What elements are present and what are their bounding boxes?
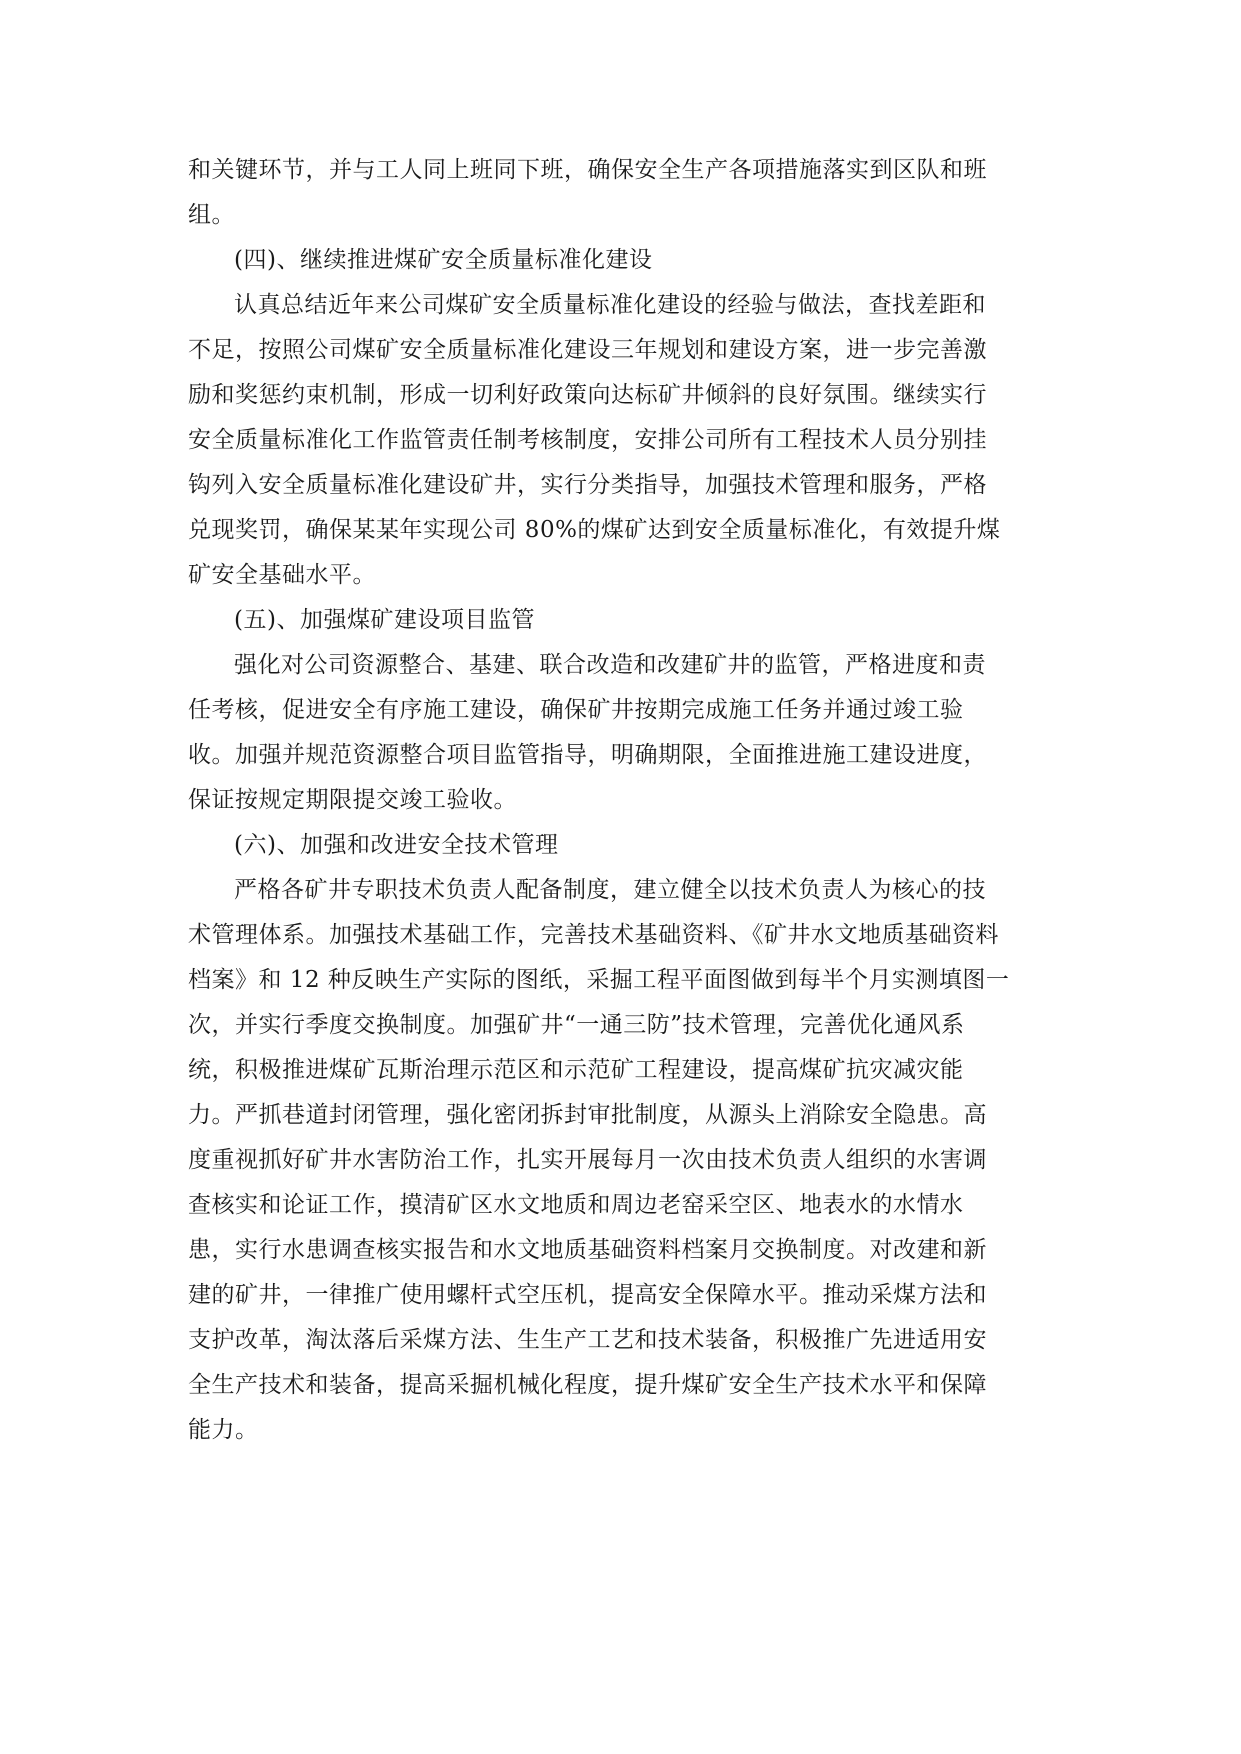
paragraph-line: 患，实行水患调查核实报告和水文地质基础资料档案月交换制度。对改建和新 bbox=[188, 1237, 987, 1263]
paragraph-line: 任考核，促进安全有序施工建设，确保矿井按期完成施工任务并通过竣工验 bbox=[188, 697, 964, 723]
paragraph-line: 档案》和 12 种反映生产实际的图纸，采掘工程平面图做到每半个月实测填图一 bbox=[188, 967, 1010, 993]
paragraph-line: 支护改革，淘汰落后采煤方法、生生产工艺和技术装备，积极推广先进适用安 bbox=[188, 1327, 987, 1353]
paragraph-line: 能力。 bbox=[188, 1417, 259, 1443]
paragraph-line: 度重视抓好矿井水害防治工作，扎实开展每月一次由技术负责人组织的水害调 bbox=[188, 1147, 987, 1173]
paragraph-line: 力。严抓巷道封闭管理，强化密闭拆封审批制度，从源头上消除安全隐患。高 bbox=[188, 1102, 987, 1128]
paragraph-line: 组。 bbox=[188, 202, 235, 228]
paragraph-first-line: 强化对公司资源整合、基建、联合改造和改建矿井的监管，严格进度和责 bbox=[234, 652, 986, 678]
paragraph-line: 安全质量标准化工作监管责任制考核制度，安排公司所有工程技术人员分别挂 bbox=[188, 427, 987, 453]
paragraph-line: 收。加强并规范资源整合项目监管指导，明确期限，全面推进施工建设进度， bbox=[188, 742, 987, 768]
paragraph-first-line: 严格各矿井专职技术负责人配备制度，建立健全以技术负责人为核心的技 bbox=[234, 877, 986, 903]
paragraph-line: 矿安全基础水平。 bbox=[188, 562, 376, 588]
paragraph-line: 统，积极推进煤矿瓦斯治理示范区和示范矿工程建设，提高煤矿抗灾减灾能 bbox=[188, 1057, 964, 1083]
paragraph-line: 建的矿井，一律推广使用螺杆式空压机，提高安全保障水平。推动采煤方法和 bbox=[188, 1282, 987, 1308]
document-body bbox=[188, 148, 1058, 1453]
paragraph-line: 兑现奖罚，确保某某年实现公司 80%的煤矿达到安全质量标准化，有效提升煤 bbox=[188, 517, 1001, 543]
paragraph-line: 和关键环节，并与工人同上班同下班，确保安全生产各项措施落实到区队和班 bbox=[188, 157, 987, 183]
paragraph-first-line: 认真总结近年来公司煤矿安全质量标准化建设的经验与做法，查找差距和 bbox=[234, 292, 986, 318]
paragraph-first-line: (六)、加强和改进安全技术管理 bbox=[234, 832, 559, 858]
paragraph-line: 不足，按照公司煤矿安全质量标准化建设三年规划和建设方案，进一步完善激 bbox=[188, 337, 987, 363]
paragraph-line: 术管理体系。加强技术基础工作，完善技术基础资料、《矿井水文地质基础资料 bbox=[188, 922, 999, 948]
paragraph-line: 保证按规定期限提交竣工验收。 bbox=[188, 787, 517, 813]
paragraph-line: 次，并实行季度交换制度。加强矿井“一通三防”技术管理，完善优化通风系 bbox=[188, 1012, 965, 1038]
paragraph-line: 查核实和论证工作，摸清矿区水文地质和周边老窑采空区、地表水的水情水 bbox=[188, 1192, 964, 1218]
paragraph-first-line: (四)、继续推进煤矿安全质量标准化建设 bbox=[234, 247, 653, 273]
paragraph-line: 全生产技术和装备，提高采掘机械化程度，提升煤矿安全生产技术水平和保障 bbox=[188, 1372, 987, 1398]
paragraph-line: 钩列入安全质量标准化建设矿井，实行分类指导，加强技术管理和服务，严格 bbox=[188, 472, 987, 498]
paragraph-first-line: (五)、加强煤矿建设项目监管 bbox=[234, 607, 535, 633]
paragraph-line: 励和奖惩约束机制，形成一切利好政策向达标矿井倾斜的良好氛围。继续实行 bbox=[188, 382, 987, 408]
